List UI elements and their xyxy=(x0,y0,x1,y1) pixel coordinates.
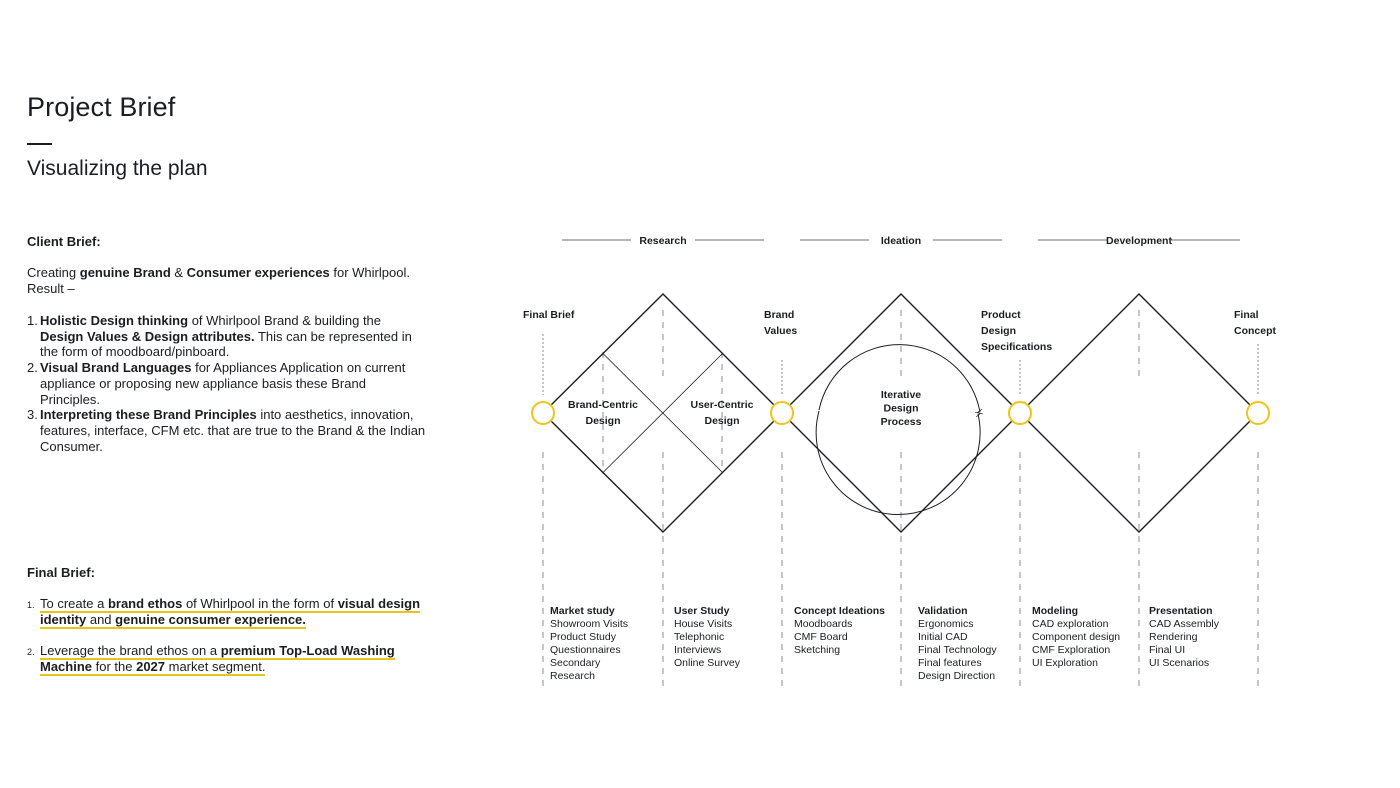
diagram-labels xyxy=(523,309,1277,428)
iterative-label: Design xyxy=(883,402,919,415)
column-item: Moodboards xyxy=(794,618,853,630)
list-item: 3. Interpreting these Brand Principles into aesthetics, innovation, features, interface, CFM etc. that are true to the Brand & the Indian Consumer. xyxy=(27,407,426,454)
milestone-label: Product xyxy=(981,309,1021,321)
column-title: Market study xyxy=(550,605,615,617)
column-item: Final features xyxy=(918,657,982,669)
iterative-label: Process xyxy=(880,416,922,428)
client-brief-result: Result – xyxy=(27,281,75,296)
activity-column xyxy=(674,605,741,669)
phase-header xyxy=(562,235,1240,247)
column-item: Research xyxy=(550,670,595,682)
column-item: Secondary xyxy=(550,657,601,669)
user-centric-label: Design xyxy=(704,415,740,427)
milestone-label: Final Brief xyxy=(523,309,575,321)
iterative-label: Iterative xyxy=(880,389,922,401)
list-item: 2. Visual Brand Languages for Appliances Application on current appliance or proposing new appliance basis these Brand Principles. xyxy=(27,360,406,407)
column-title: User Study xyxy=(674,605,730,617)
activity-column xyxy=(1149,605,1220,669)
brand-centric-label: Design xyxy=(585,415,621,427)
column-item: Final Technology xyxy=(918,644,997,656)
column-title: Modeling xyxy=(1032,605,1079,617)
activity-column xyxy=(1032,605,1120,669)
column-item: CMF Exploration xyxy=(1032,644,1111,656)
column-title: Presentation xyxy=(1149,605,1213,617)
milestone-label: Brand xyxy=(764,309,795,321)
column-item: Showroom Visits xyxy=(550,618,629,630)
column-item: UI Scenarios xyxy=(1149,657,1210,669)
final-brief-heading: Final Brief: xyxy=(27,565,95,580)
activity-column xyxy=(794,605,885,656)
column-item: Product Study xyxy=(550,631,616,643)
diamond-3 xyxy=(1020,294,1258,532)
column-item: Initial CAD xyxy=(918,631,968,643)
page-subtitle: Visualizing the plan xyxy=(27,157,208,180)
client-brief-intro: Creating genuine Brand & Consumer experiences for Whirlpool. Result – xyxy=(27,265,410,296)
iterative-cycle xyxy=(816,345,980,515)
activity-column xyxy=(550,605,628,682)
column-item: Sketching xyxy=(794,644,841,656)
column-title: Concept Ideations xyxy=(794,605,886,617)
brand-centric-label: Brand-Centric xyxy=(567,399,639,411)
milestone-label: Concept xyxy=(1234,325,1276,337)
column-item: CAD exploration xyxy=(1032,618,1109,630)
column-item: Rendering xyxy=(1149,631,1198,643)
milestone-node xyxy=(771,402,793,424)
phase-label: Ideation xyxy=(880,235,922,247)
phase-label: Development xyxy=(1106,235,1172,247)
user-centric-label: User-Centric xyxy=(690,399,754,411)
column-item: Design Direction xyxy=(918,670,996,682)
column-item: Final UI xyxy=(1149,644,1186,656)
activity-column xyxy=(918,605,997,682)
column-item: CAD Assembly xyxy=(1149,618,1220,630)
milestone-node xyxy=(1009,402,1031,424)
client-brief-heading: Client Brief: xyxy=(27,234,101,249)
column-item: Telephonic xyxy=(674,631,725,643)
column-item: CMF Board xyxy=(794,631,848,643)
page-title: Project Brief xyxy=(27,92,176,122)
column-title: Validation xyxy=(918,605,968,617)
milestone-label: Specifications xyxy=(981,341,1053,353)
milestone-label: Final xyxy=(1234,309,1259,321)
activity-columns xyxy=(550,605,1220,682)
column-item: Component design xyxy=(1032,631,1121,643)
list-item: 1. Holistic Design thinking of Whirlpool Brand & building the Design Values & Design attributes. This can be represented in the form of moodboard/pinboard. xyxy=(27,313,412,360)
column-item: Ergonomics xyxy=(918,618,974,630)
milestone-label: Design xyxy=(981,325,1017,337)
phase-label: Research xyxy=(639,235,687,247)
column-item: Interviews xyxy=(674,644,722,656)
milestone-node xyxy=(1247,402,1269,424)
milestone-label: Values xyxy=(764,325,798,337)
column-item: Online Survey xyxy=(674,657,740,669)
column-item: House Visits xyxy=(674,618,733,630)
column-item: Questionnaires xyxy=(550,644,621,656)
list-item: 1. To create a brand ethos of Whirlpool in the form of visual design identity and genuine consumer experience. xyxy=(27,596,421,627)
list-item: 2. Leverage the brand ethos on a premium Top-Load Washing Machine for the 2027 market segment. xyxy=(27,643,395,674)
milestone-node xyxy=(532,402,554,424)
column-item: UI Exploration xyxy=(1032,657,1098,669)
